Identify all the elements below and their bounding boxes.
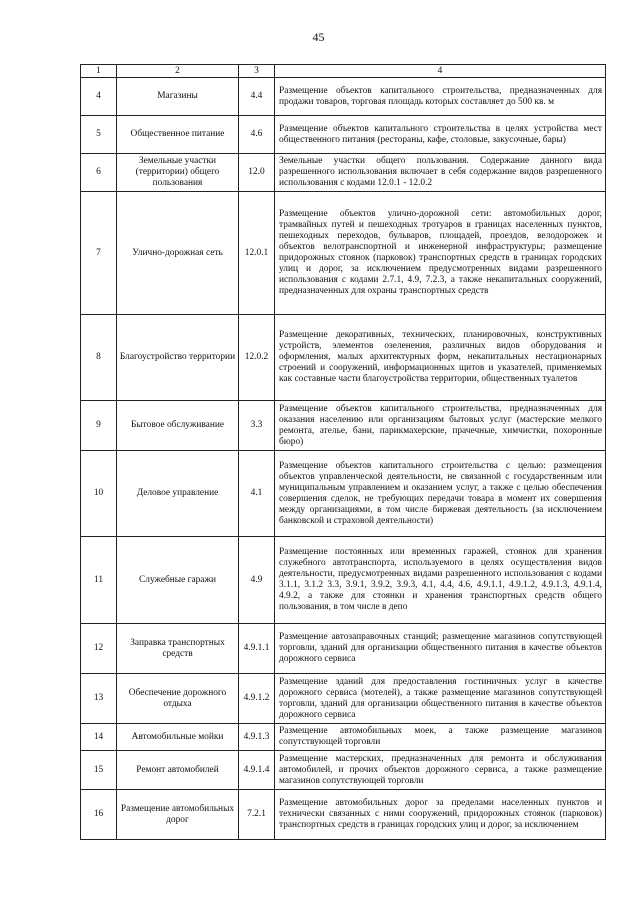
table-row <box>81 451 606 537</box>
use-name: Размещение автомобильных дорог <box>117 790 239 840</box>
use-code: 4.4 <box>239 78 275 116</box>
use-name: Благоустройство территории <box>117 315 239 401</box>
use-code: 3.3 <box>239 401 275 451</box>
table-row <box>81 315 606 401</box>
use-name: Бытовое обслуживание <box>117 401 239 451</box>
use-name: Деловое управление <box>117 451 239 537</box>
use-description: Размещение объектов капитального строительства, предназначенных для оказания населению или организациям бытовых услуг (мастерские мелкого ремонта, ателье, бани, парикмахерские, прачечные, химчистки, похоронные бюро) <box>275 401 606 451</box>
header-cell-2: 2 <box>117 65 239 78</box>
use-name: Ремонт автомобилей <box>117 751 239 790</box>
use-code: 4.9.1.2 <box>239 674 275 724</box>
use-description: Размещение мастерских, предназначенных для ремонта и обслуживания автомобилей, и прочих объектов дорожного сервиса, а также размещение магазинов сопутствующей торговли <box>275 751 606 790</box>
use-description: Размещение постоянных или временных гаражей, стоянок для хранения служебного автотранспорта, используемого в целях осуществления видов деятельности, предусмотренных видами разрешенного использования с кодами 3.1.1, 3.1.2 3.3, 3.9.1, 3.9.2, 3.9.3, 4.1, 4.4, 4.6, 4.9.1.1, 4.9.1.2, 4.9.1.3, 4.9.1.4, 4.9.2, а также для стоянки и хранения транспортных средств общего пользования, в том числе в депо <box>275 537 606 624</box>
table-row <box>81 78 606 116</box>
use-name: Общественное питание <box>117 116 239 154</box>
use-description: Размещение объектов капитального строительства с целью: размещения объектов управленческой деятельности, не связанной с государственным или муниципальным управлением и оказанием услуг, а также с целью обеспечения совершения сделок, не требующих передачи товара в момент их совершения между организациями, в том числе биржевая деятельность (за исключением банковской и страховой деятельности) <box>275 451 606 537</box>
use-description: Размещение объектов капитального строительства, предназначенных для продажи товаров, торговая площадь которых составляет до 500 кв. м <box>275 78 606 116</box>
row-number: 4 <box>81 78 117 116</box>
use-code: 4.9 <box>239 537 275 624</box>
table-row <box>81 624 606 674</box>
use-name: Автомобильные мойки <box>117 724 239 751</box>
table-row <box>81 154 606 192</box>
row-number: 13 <box>81 674 117 724</box>
use-code: 12.0.2 <box>239 315 275 401</box>
use-description: Земельные участки общего пользования. Содержание данного вида разрешенного использования включает в себя содержание видов разрешенного использования с кодами 12.0.1 - 12.0.2 <box>275 154 606 192</box>
row-number: 10 <box>81 451 117 537</box>
use-description: Размещение автомобильных моек, а также размещение магазинов сопутствующей торговли <box>275 724 606 751</box>
table-row <box>81 192 606 315</box>
use-name: Магазины <box>117 78 239 116</box>
use-code: 12.0 <box>239 154 275 192</box>
table-row <box>81 537 606 624</box>
row-number: 12 <box>81 624 117 674</box>
use-description: Размещение автозаправочных станций; размещение магазинов сопутствующей торговли, зданий для организации общественного питания в качестве объектов дорожного сервиса <box>275 624 606 674</box>
use-code: 4.9.1.1 <box>239 624 275 674</box>
use-code: 12.0.1 <box>239 192 275 315</box>
row-number: 16 <box>81 790 117 840</box>
table-header-row <box>81 65 606 78</box>
row-number: 7 <box>81 192 117 315</box>
use-description: Размещение объектов улично-дорожной сети: автомобильных дорог, трамвайных путей и пешеходных тротуаров в границах населенных пунктов, пешеходных переходов, бульваров, площадей, проездов, велодорожек и объектов велотранспортной и инженерной инфраструктуры; размещение придорожных стоянок (парковок) транспортных средств в границах городских улиц и дорог, за исключением предусмотренных видами разрешенного использования с кодами 2.7.1, 4.9, 7.2.3, а также некапитальных сооружений, предназначенных для охраны транспортных средств <box>275 192 606 315</box>
row-number: 8 <box>81 315 117 401</box>
row-number: 5 <box>81 116 117 154</box>
use-description: Размещение декоративных, технических, планировочных, конструктивных устройств, элементов озеленения, различных видов оборудования и оформления, малых архитектурных форм, некапитальных нестационарных строений и сооружений, информационных щитов и указателей, применяемых как составные части благоустройства территории, общественных туалетов <box>275 315 606 401</box>
row-number: 6 <box>81 154 117 192</box>
header-cell-1: 1 <box>81 65 117 78</box>
table-row <box>81 401 606 451</box>
table-row <box>81 724 606 751</box>
row-number: 11 <box>81 537 117 624</box>
row-number: 14 <box>81 724 117 751</box>
table-row <box>81 116 606 154</box>
header-cell-3: 3 <box>239 65 275 78</box>
use-name: Обеспечение дорожного отдыха <box>117 674 239 724</box>
use-code: 4.6 <box>239 116 275 154</box>
use-name: Улично-дорожная сеть <box>117 192 239 315</box>
use-description: Размещение зданий для предоставления гостиничных услуг в качестве дорожного сервиса (мотелей), а также размещение магазинов сопутствующей торговли, зданий для организации общественного питания в качестве объектов дорожного сервиса <box>275 674 606 724</box>
use-name: Заправка транспортных средств <box>117 624 239 674</box>
use-code: 7.2.1 <box>239 790 275 840</box>
row-number: 9 <box>81 401 117 451</box>
use-description: Размещение объектов капитального строительства в целях устройства мест общественного питания (рестораны, кафе, столовые, закусочные, бары) <box>275 116 606 154</box>
use-code: 4.1 <box>239 451 275 537</box>
use-code: 4.9.1.4 <box>239 751 275 790</box>
land-use-table <box>80 64 606 840</box>
use-code: 4.9.1.3 <box>239 724 275 751</box>
table-row <box>81 674 606 724</box>
use-description: Размещение автомобильных дорог за пределами населенных пунктов и технически связанных с ними сооружений, придорожных стоянок (парковок) транспортных средств в границах городских улиц и дорог, за исключением <box>275 790 606 840</box>
page-number: 45 <box>312 30 325 44</box>
header-cell-4: 4 <box>275 65 606 78</box>
use-name: Служебные гаражи <box>117 537 239 624</box>
table-row <box>81 790 606 840</box>
row-number: 15 <box>81 751 117 790</box>
table-row <box>81 751 606 790</box>
use-name: Земельные участки (территории) общего пользования <box>117 154 239 192</box>
